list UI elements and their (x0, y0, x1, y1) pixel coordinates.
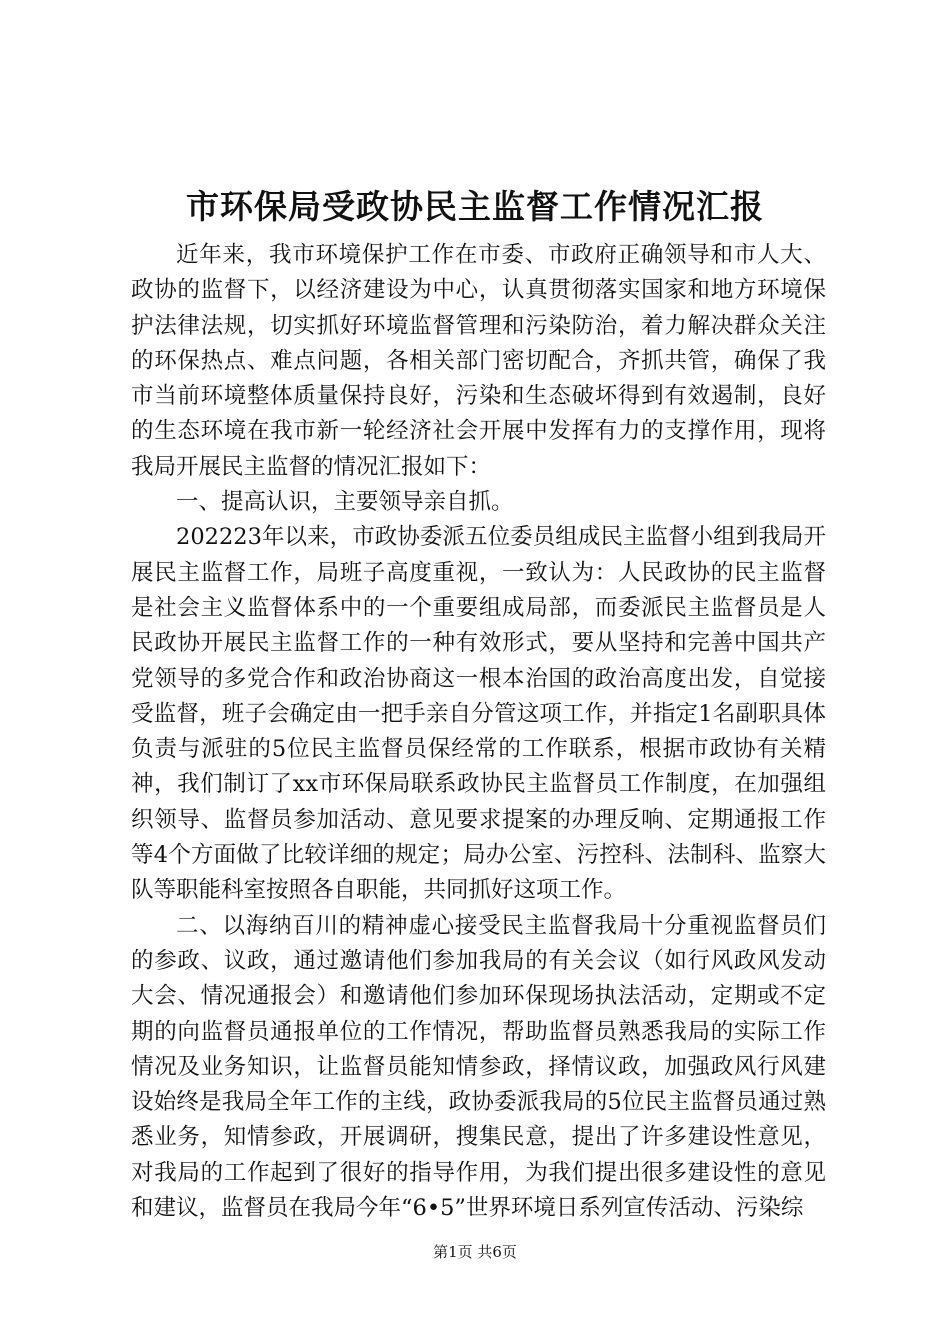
document-body (131, 238, 826, 1226)
page-number-footer: 第1页 共6页 (433, 1243, 517, 1261)
paragraph-section-1: 202223年以来，市政协委派五位委员组成民主监督小组到我局开展民主监督工作，局班子高度重视，一致认为：人民政协的民主监督是社会主义监督体系中的一个重要组成局部，而委派民主监督员是人民政协开展民主监督工作的一种有效形式，要从坚持和完善中国共产党领导的多党合作和政治协商这一根本治国的政治高度出发，自觉接受监督，班子会确定由一把手亲自分管这项工作，并指定1名副职具体负责与派驻的5位民主监督员保经常的工作联系，根据市政协有关精神，我们制订了xx市环保局联系政协民主监督员工作制度，在加强组织领导、监督员参加活动、意见要求提案的办理反响、定期通报工作等4个方面做了比较详细的规定；局办公室、污控科、法制科、监察大队等职能科室按照各自职能，共同抓好这项工作。 (131, 524, 826, 904)
document-title: 市环保局受政协民主监督工作情况汇报 (186, 187, 764, 226)
paragraph-section-2: 二、以海纳百川的精神虚心接受民主监督我局十分重视监督员们的参政、议政，通过邀请他们参加我局的有关会议（如行风政风发动大会、情况通报会）和邀请他们参加环保现场执法活动，定期或不定期的向监督员通报单位的工作情况，帮助监督员熟悉我局的实际工作情况及业务知识，让监督员能知情参政，择情议政，加强政风行风建设始终是我局全年工作的主线，政协委派我局的5位民主监督员通过熟悉业务，知情参政，开展调研，搜集民意，提出了许多建设性意见，对我局的工作起到了很好的指导作用，为我们提出很多建设性的意见和建议，监督员在我局今年“6•5”世界环境日系列宣传活动、污染综 (131, 912, 826, 1222)
paragraph-intro: 近年来，我市环境保护工作在市委、市政府正确领导和市人大、政协的监督下，以经济建设为中心，认真贯彻落实国家和地方环境保护法律法规，切实抓好环境监督管理和污染防治，着力解决群众关注的环保热点、难点问题，各相关部门密切配合，齐抓共管，确保了我市当前环境整体质量保持良好，污染和生态破坏得到有效遏制，良好的生态环境在我市新一轮经济社会开展中发挥有力的支撑作用，现将我局开展民主监督的情况汇报如下： (131, 242, 826, 480)
section-heading-1: 一、提高认识，主要领导亲自抓。 (176, 489, 514, 516)
